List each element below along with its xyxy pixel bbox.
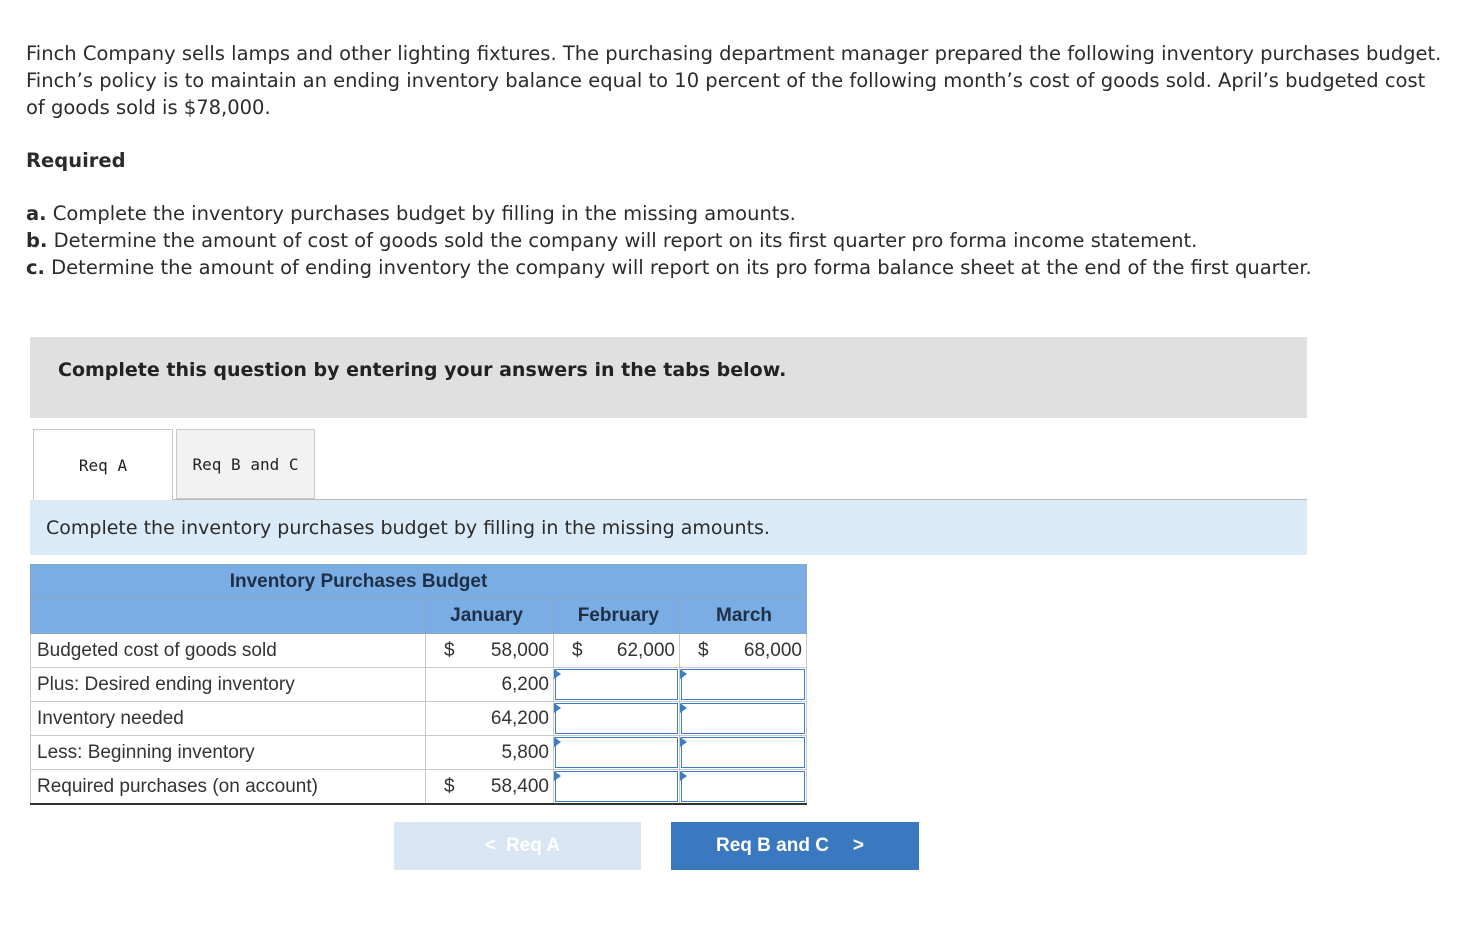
requirement-text: Determine the amount of ending inventory the company will report on its pro forma balance sheet at the end of the first quarter. [44,256,1312,279]
table-row [31,770,807,805]
requirement-letter: b. [26,229,48,252]
prev-button-label: Req A [505,835,561,856]
january-value [426,736,554,770]
currency-symbol: $ [444,776,455,797]
tab-label: Req A [78,455,128,475]
table-title-row [31,565,807,599]
table-row [31,634,807,668]
currency-symbol: $ [572,640,583,661]
tab-label: Req B and C [192,454,299,474]
january-value [426,770,554,805]
column-header-february: February [554,599,680,634]
requirement-text: Complete the inventory purchases budget by filling in the missing amounts. [46,202,796,225]
label-column-header [31,599,426,634]
input-marker-icon [680,771,687,781]
inventory-purchases-budget-table [30,564,807,805]
january-value [426,634,554,668]
input-marker-icon [680,669,687,679]
currency-symbol: $ [444,640,455,661]
february-input-cell [554,770,680,805]
january-value [426,702,554,736]
table-row [31,736,807,770]
next-req-b-and-c-button[interactable] [671,822,919,870]
next-button-label: Req B and C [715,835,829,856]
march-desired-ending-inventory-input[interactable] [681,669,805,700]
february-input-cell [554,702,680,736]
input-marker-icon [554,669,561,679]
march-input-cell [680,770,807,805]
column-header-march: March [680,599,807,634]
instruction-text: Complete the inventory purchases budget by filling in the missing amounts. [46,517,770,539]
row-label: Plus: Desired ending inventory [31,668,426,702]
february-inventory-needed-input[interactable] [555,703,678,734]
problem-intro [26,40,1446,121]
chevron-left-icon: < [484,835,496,856]
february-required-purchases-input[interactable] [555,771,678,802]
cell-value: 6,200 [501,673,549,695]
column-header-january: January [426,599,554,634]
february-input-cell [554,668,680,702]
banner-text: Complete this question by entering your answers in the tabs below. [58,359,787,381]
chevron-right-icon: > [852,835,865,856]
row-label: Required purchases (on account) [31,770,426,805]
requirement-text: Determine the amount of cost of goods sold the company will report on its first quarter pro forma income statement. [47,229,1198,252]
february-desired-ending-inventory-input[interactable] [555,669,678,700]
input-marker-icon [554,737,561,747]
table-header-row [31,599,807,634]
instructions-banner [30,337,1307,418]
row-label: Inventory needed [31,702,426,736]
march-inventory-needed-input[interactable] [681,703,805,734]
input-marker-icon [554,703,561,713]
cell-value: 58,400 [490,775,549,797]
cell-value: 68,000 [743,639,802,661]
march-input-cell [680,668,807,702]
currency-symbol: $ [698,640,709,661]
input-marker-icon [680,703,687,713]
tab-instruction [30,500,1307,555]
table-row [31,702,807,736]
row-label: Budgeted cost of goods sold [31,634,426,668]
march-value [680,634,807,668]
required-heading: Required [26,149,126,172]
tab-req-b-and-c[interactable] [176,429,315,499]
january-value [426,668,554,702]
march-required-purchases-input[interactable] [681,771,805,802]
tab-req-a[interactable] [33,429,173,500]
requirements-list [26,200,1446,281]
requirement-letter: c. [26,256,45,279]
march-beginning-inventory-input[interactable] [681,737,805,768]
table-row [31,668,807,702]
table-title: Inventory Purchases Budget [31,565,807,599]
intro-text: Finch Company sells lamps and other lighting fixtures. The purchasing department manager prepared the following inventory purchases budget. Finch’s policy is to maintain an ending inventory balance equal to 10 percent of the following month’s cost of goods sold. April’s budgeted cost of goods sold is $78,000. [26,42,1442,119]
february-value [554,634,680,668]
cell-value: 62,000 [616,639,675,661]
february-input-cell [554,736,680,770]
input-marker-icon [680,737,687,747]
requirement-c [26,254,1446,281]
cell-value: 5,800 [501,741,549,763]
cell-value: 58,000 [490,639,549,661]
requirement-b [26,227,1446,254]
cell-value: 64,200 [490,707,549,729]
requirement-letter: a. [26,202,47,225]
prev-req-a-button[interactable] [394,822,641,870]
requirement-a [26,200,1446,227]
input-marker-icon [554,771,561,781]
february-beginning-inventory-input[interactable] [555,737,678,768]
row-label: Less: Beginning inventory [31,736,426,770]
march-input-cell [680,736,807,770]
march-input-cell [680,702,807,736]
